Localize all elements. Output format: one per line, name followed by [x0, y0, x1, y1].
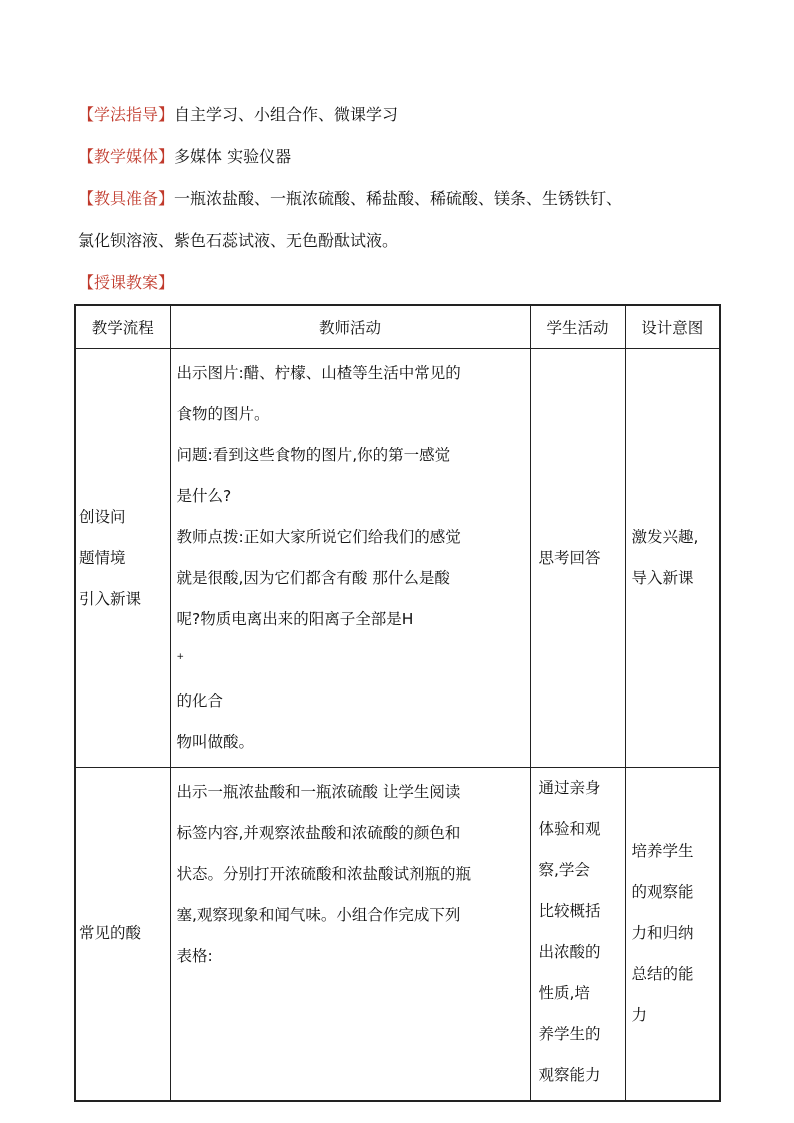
row2-intent-line: 培养学生	[631, 842, 694, 861]
table-row	[75, 349, 720, 768]
row2-intent	[625, 768, 720, 1101]
row2-teacher-line: 塞,观察现象和闻气味。小组合作完成下列	[176, 906, 461, 924]
row2-intent-line: 的观察能	[631, 883, 694, 902]
teaching-tools-line	[78, 189, 622, 209]
row2-intent-line: 总结的能	[631, 965, 694, 984]
header-intent: 设计意图	[625, 305, 720, 349]
study-method-label: 【学法指导】	[78, 105, 175, 124]
row1-stage-line: 创设问	[79, 507, 126, 526]
table-header-row	[75, 305, 720, 349]
row2-teacher-line: 状态。分别打开浓硫酸和浓盐酸试剂瓶的瓶	[176, 865, 472, 883]
row2-student-line: 养学生的	[538, 1025, 601, 1043]
row1-teacher	[170, 349, 530, 768]
row1-teacher-line: 问题:看到这些食物的图片,你的第一感觉	[176, 446, 451, 464]
row2-intent-line: 力和归纳	[631, 924, 694, 943]
row1-teacher-line-h	[177, 599, 526, 722]
row1-teacher-line: 就是很酸,因为它们都含有酸 那什么是酸	[176, 569, 450, 587]
lesson-plan-title: 【授课教案】	[78, 273, 175, 292]
row2-teacher	[170, 768, 530, 1101]
row2-teacher-line: 表格:	[176, 947, 213, 965]
row2-student-line: 性质,培	[538, 984, 590, 1002]
row1-teacher-line: 物叫做酸。	[176, 733, 255, 751]
row2-student	[530, 768, 625, 1101]
row1-stage-line: 题情境	[79, 548, 126, 567]
lesson-plan-table	[74, 304, 721, 1102]
row2-student-line: 观察能力	[538, 1066, 601, 1084]
row1-teacher-line: 食物的图片。	[176, 405, 270, 423]
header-stage: 教学流程	[75, 305, 170, 349]
row1-teacher-line: 出示图片:醋、柠檬、山楂等生活中常见的	[176, 364, 461, 382]
row1-teacher-line: 是什么?	[176, 487, 232, 505]
row1-student: 思考回答	[530, 349, 625, 768]
row2-student-line: 体验和观	[538, 820, 601, 838]
row2-student-line: 察,学会	[538, 861, 590, 879]
teaching-media-label: 【教学媒体】	[78, 147, 175, 166]
h-ion-text: 呢?物质电离出来的阳离子全部是H	[176, 610, 414, 628]
teaching-media-line	[78, 147, 291, 167]
row2-teacher-line: 标签内容,并观察浓盐酸和浓硫酸的颜色和	[176, 824, 461, 842]
row2-student-line: 通过亲身	[538, 779, 601, 797]
row1-stage	[75, 349, 170, 768]
teaching-tools-line-2	[78, 231, 398, 251]
row1-stage-line: 引入新课	[79, 589, 142, 608]
h-ion-superscript: +	[176, 651, 185, 662]
row2-intent-line: 力	[631, 1006, 648, 1025]
header-student: 学生活动	[530, 305, 625, 349]
row1-intent-line: 激发兴趣,	[631, 528, 699, 546]
row1-teacher-line: 教师点拨:正如大家所说它们给我们的感觉	[176, 528, 461, 546]
row1-intent-line: 导入新课	[631, 569, 694, 587]
teaching-tools-text: 一瓶浓盐酸、一瓶浓硫酸、稀盐酸、稀硫酸、镁条、生锈铁钉、	[174, 189, 623, 208]
header-teacher: 教师活动	[170, 305, 530, 349]
teaching-media-text: 多媒体 实验仪器	[174, 147, 292, 166]
row2-student-line: 比较概括	[538, 902, 601, 920]
teaching-tools-text-2: 氯化钡溶液、紫色石蕊试液、无色酚酞试液。	[78, 231, 399, 250]
row2-student-line: 出浓酸的	[538, 943, 601, 961]
table-row	[75, 768, 720, 1101]
study-method-line	[78, 105, 398, 125]
teaching-tools-label: 【教具准备】	[78, 189, 175, 208]
row2-teacher-line: 出示一瓶浓盐酸和一瓶浓硫酸 让学生阅读	[176, 783, 461, 801]
study-method-text: 自主学习、小组合作、微课学习	[174, 105, 399, 124]
row2-stage: 常见的酸	[75, 768, 170, 1101]
h-ion-text-tail: 的化合	[176, 692, 224, 710]
row1-intent	[625, 349, 720, 768]
